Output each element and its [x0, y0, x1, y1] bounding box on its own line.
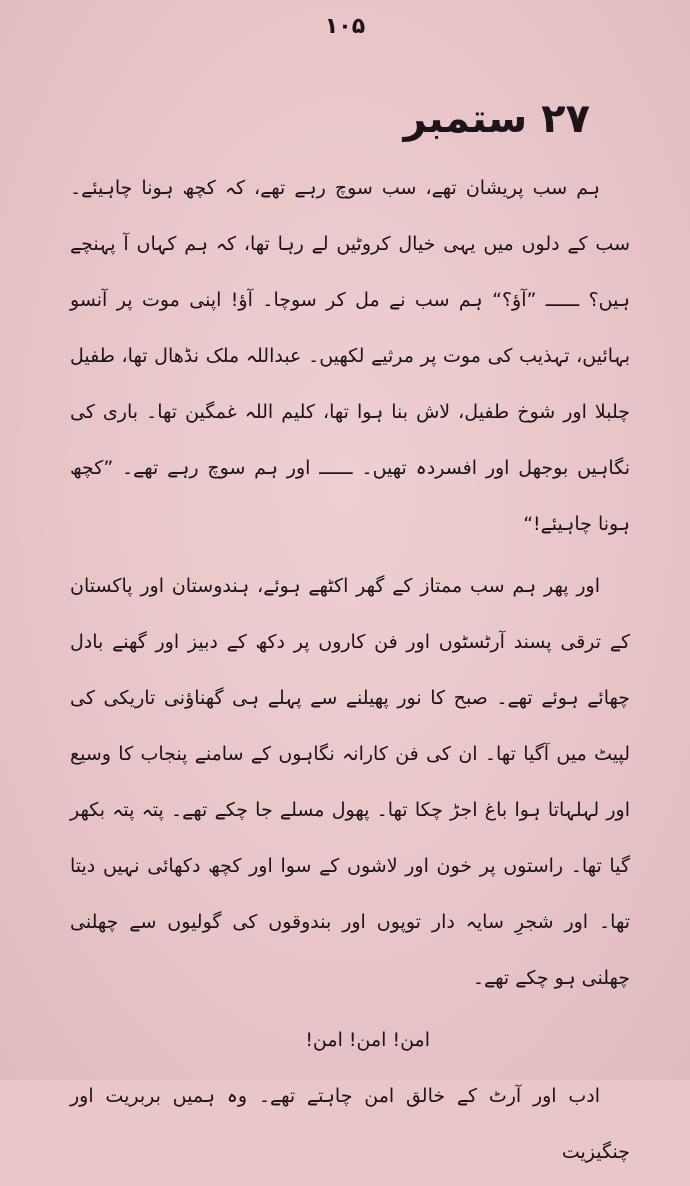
paragraph-1: ہم سب پریشان تھے، سب سوچ رہے تھے، کہ کچھ ہونا چاہیئے۔ سب کے دلوں میں یہی خیال کروٹیں لے رہا تھا، کہ ہم کہاں آ پہنچے ہیں؟ ــــــ ”آؤ؟“ ہم سب نے مل کر سوچا۔ آؤ! اپنی موت پر آنسو بہائیں، تہذیب کی موت پر مرثیے لکھیں۔ عبداللہ ملک نڈھال تھا، طفیل چلبلا اور شوخ طفیل، لاش بنا ہوا تھا، کلیم اللہ غمگین تھا۔ باری کی نگاہیں بوجھل اور افسردہ تھیں۔ ــــــ اور ہم سوچ رہے تھے۔ ”کچھ ہونا چاہیئے!“: [70, 177, 630, 535]
page-heading: ٢٧ ستمبر: [403, 96, 590, 142]
body-text: [70, 160, 630, 1186]
refrain-line: امن! امن! امن!: [305, 1029, 430, 1051]
page-number: ١٠۵: [324, 14, 366, 39]
closing-line: ادب اور آرٹ کے خالق امن چاہتے تھے۔ وہ ہمیں بربریت اور چنگیزیت: [70, 1085, 630, 1163]
paragraph-2: اور پھر ہم سب ممتاز کے گھر اکٹھے ہوئے، ہندوستان اور پاکستان کے ترقی پسند آرٹسٹوں اور فن کاروں پر دکھ کے دبیز اور گھنے بادل چھائے ہوئے تھے۔ صبح کا نور پھیلنے سے پہلے ہی گھناؤنی تاریکی کی لپیٹ میں آگیا تھا۔ ان کی فن کارانہ نگاہوں کے سامنے پنجاب کا وسیع اور لہلہاتا ہوا باغ اجڑ چکا تھا۔ پھول مسلے جا چکے تھے۔ پتہ پتہ بکھر گیا تھا۔ راستوں پر خون اور لاشوں کے سوا اور کچھ دکھائی نہیں دیتا تھا۔ اور شجرِ سایہ دار توپوں اور بندوقوں کی گولیوں سے چھلنی چھلنی ہو چکے تھے۔: [70, 575, 630, 989]
